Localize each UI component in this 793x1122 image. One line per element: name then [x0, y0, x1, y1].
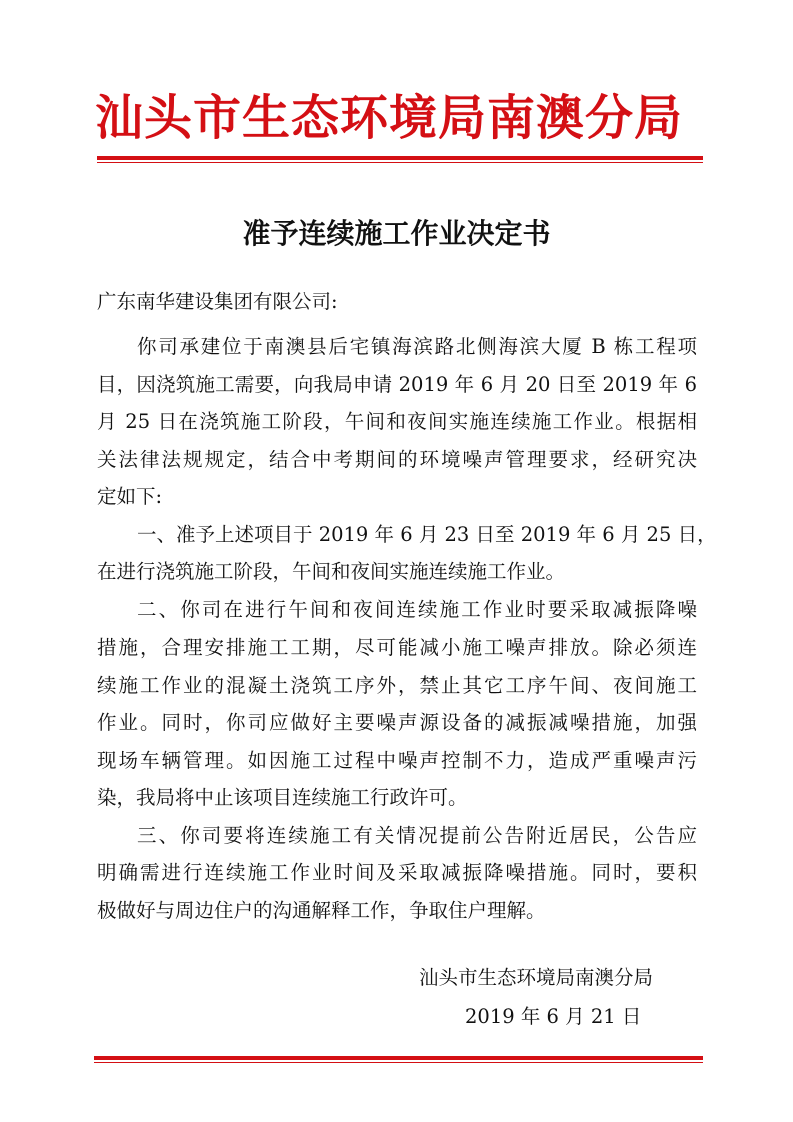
- paragraph-line: 三、你司要将连续施工有关情况提前公告附近居民，公告应: [137, 824, 697, 847]
- date: 2019 年 6 月 21 日: [465, 1005, 642, 1028]
- paragraph-line: 明确需进行连续施工作业时间及采取减振降噪措施。同时，要积: [97, 861, 697, 884]
- paragraph-line: 续施工作业的混凝土浇筑工序外，禁止其它工序午间、夜间施工: [97, 674, 697, 697]
- paragraph-line: 措施，合理安排施工工期，尽可能减小施工噪声排放。除必须连: [97, 636, 697, 659]
- paragraph-line: 极做好与周边住户的沟通解释工作，争取住户理解。: [97, 899, 546, 922]
- salutation: 广东南华建设集团有限公司:: [97, 290, 338, 313]
- header-rule-thin: [97, 162, 703, 163]
- paragraph-line: 关法律法规规定，结合中考期间的环境噪声管理要求，经研究决: [97, 448, 697, 471]
- signature: 汕头市生态环境局南澳分局: [419, 966, 654, 989]
- footer-rule-thick: [94, 1056, 703, 1060]
- footer-rule-thin: [94, 1062, 703, 1063]
- paragraph-line: 月 25 日在浇筑施工阶段，午间和夜间实施连续施工作业。根据相: [97, 410, 697, 433]
- paragraph-line: 一、准予上述项目于 2019 年 6 月 23 日至 2019 年 6 月 25 日，: [137, 523, 717, 546]
- paragraph-line: 目，因浇筑施工需要，向我局申请 2019 年 6 月 20 日至 2019 年 6: [97, 373, 697, 396]
- paragraph-line: 染，我局将中止该项目连续施工行政许可。: [97, 786, 468, 809]
- paragraph-line: 你司承建位于南澳县后宅镇海滨路北侧海滨大厦 B 栋工程项: [137, 335, 697, 358]
- paragraph-line: 作业。同时，你司应做好主要噪声源设备的减振减噪措施，加强: [97, 711, 697, 734]
- paragraph-line: 二、你司在进行午间和夜间连续施工作业时要采取减振降噪: [137, 598, 697, 621]
- paragraph-line: 定如下:: [97, 485, 163, 508]
- paragraph-line: 现场车辆管理。如因施工过程中噪声控制不力，造成严重噪声污: [97, 749, 697, 772]
- organization-header: 汕头市生态环境局南澳分局: [95, 90, 684, 146]
- document-title: 准予连续施工作业决定书: [242, 217, 551, 250]
- paragraph-line: 在进行浇筑施工阶段，午间和夜间实施连续施工作业。: [97, 560, 566, 583]
- header-rule-thick: [97, 156, 703, 160]
